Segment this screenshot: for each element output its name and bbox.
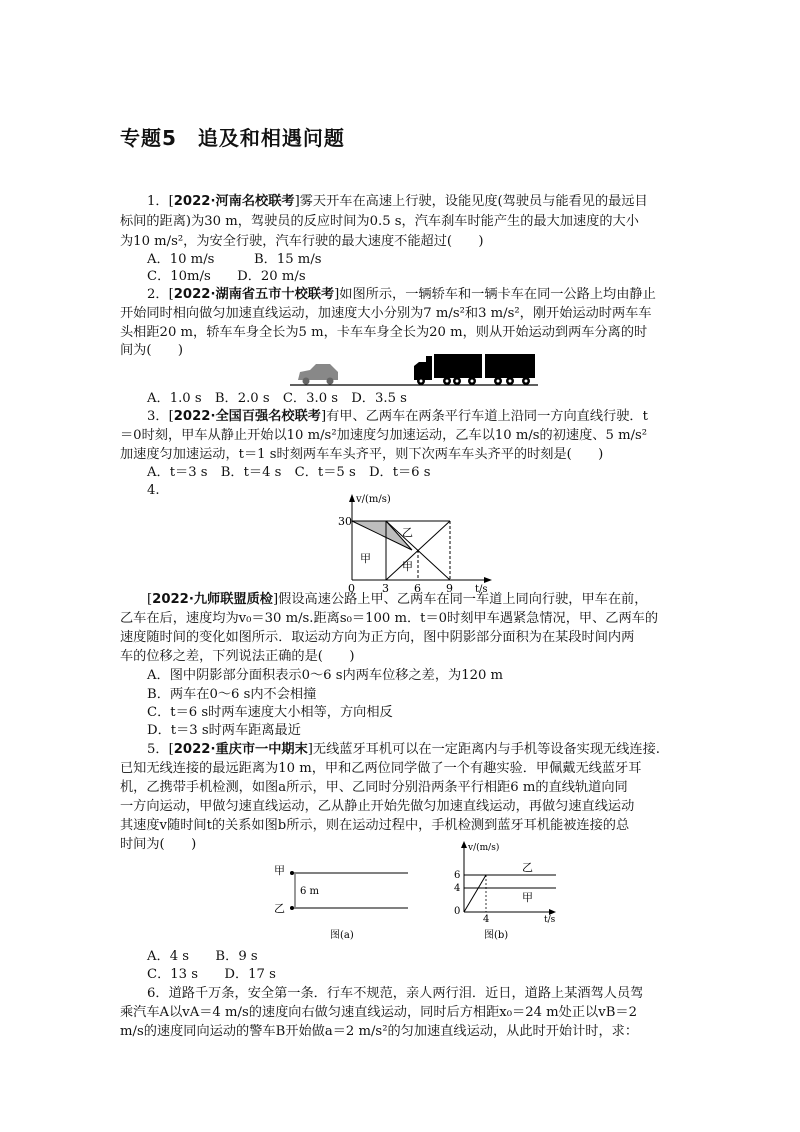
label-yi: 乙 (274, 902, 285, 915)
v-axis-arrow (349, 494, 355, 502)
q1-line-3: 为10 m/s²，为安全行驶，汽车行驶的最大速度不能超过( ) (120, 234, 484, 249)
q4-option-b: B．两车在0～6 s内不会相撞 (147, 687, 317, 702)
q3-line-1: 3．[2022·全国百强名校联考]有甲、乙两车在两条平行车道上沿同一方向直线行驶．t (147, 409, 648, 424)
q5-line-5: 其速度v随时间t的关系如图b所示，则在运动过程中，手机检测到蓝牙耳机能被连接的总 (120, 818, 630, 833)
q4-line-1: [2022·九师联盟质检]假设高速公路上甲、乙两车在同一车道上同向行驶，甲车在前， (147, 592, 648, 607)
tick-v30: 30 (338, 515, 352, 528)
q5-line-6: 时间为( ) (120, 837, 197, 852)
q1-line-1: 1．[2022·河南名校联考]雾天开车在高速上行驶，设能见度(驾驶员与能看见的最远目 (147, 194, 648, 209)
q2-line-4: 间为( ) (120, 343, 184, 358)
q4-option-a: A．图中阴影部分面积表示0～6 s内两车位移之差，为120 m (147, 668, 504, 683)
q5-line-2: 已知无线连接的最远距离为10 m，甲和乙两位同学做了一个有趣实验．甲佩戴无线蓝牙耳 (120, 761, 642, 776)
q1-options-cd: C．10m/s D．20 m/s (147, 269, 306, 284)
tick-t4: 4 (483, 914, 490, 925)
q4-line-4: 车的位移之差，下列说法正确的是( ) (120, 649, 355, 664)
q5-options-cd: C．13 s D．17 s (147, 967, 276, 982)
tick-v4: 4 (454, 883, 461, 894)
v-axis-label: v/(m/s) (356, 494, 391, 505)
dot-jia (290, 871, 294, 875)
q2-line-1: 2．[2022·湖南省五市十校联考]如图所示，一辆轿车和一辆卡车在同一公路上均由静止 (147, 287, 656, 302)
q2-line-2: 开始同时相向做匀加速直线运动，加速度大小分别为7 m/s²和3 m/s²，刚开始运动时两车车 (120, 306, 652, 321)
caption-b: 图(b) (484, 930, 509, 941)
q3-line-3: 加速度匀加速运动，t＝1 s时刻两车车头齐平，则下次两车车头齐平的时刻是( ) (120, 447, 604, 462)
truck-icon (414, 354, 535, 385)
v-axis-label: v/(m/s) (468, 843, 500, 853)
q1-source: 2022·河南名校联考 (173, 194, 295, 209)
v-axis-arrow (461, 841, 467, 848)
q5-source: 2022·重庆市一中期末 (173, 742, 308, 757)
tick-v0: 0 (454, 906, 461, 917)
label-jia: 甲 (522, 891, 533, 904)
q6-line-3: m/s的速度同向运动的警车B开始做a＝2 m/s²的匀加速直线运动，从此时开始计时，求： (120, 1024, 639, 1039)
q6-line-2: 乘汽车A以vA＝4 m/s的速度向右做匀速直线运动，同时后方相距x₀＝24 m处正以vB＝2 (120, 1005, 637, 1020)
tick-t9: 9 (446, 582, 453, 595)
q5-figure-a (268, 858, 418, 944)
label-yi: 乙 (522, 861, 533, 874)
q3-source: 2022·全国百强名校联考 (173, 409, 321, 424)
tick-t3: 3 (382, 582, 389, 595)
q4-vt-graph (330, 488, 500, 595)
q3-line-2: ＝0时刻，甲车从静止开始以10 m/s²加速度匀加速运动，乙车以10 m/s的初速度、5 m/s² (120, 428, 648, 443)
q5-line-4: 一方向运动，甲做匀速直线运动，乙从静止开始先做匀加速直线运动，再做匀速直线运动 (120, 799, 635, 814)
page-title: 专题5 追及和相遇问题 (120, 126, 345, 150)
label-jia-2: 甲 (402, 560, 413, 573)
q4-line-3: 速度随时间的变化如图所示．取运动方向为正方向，图中阴影部分面积为在某段时间内两 (120, 630, 635, 645)
tick-v6: 6 (454, 870, 461, 881)
q2-options: A．1.0 s B．2.0 s C．3.0 s D．3.5 s (147, 391, 407, 406)
q5-figure-b (448, 838, 568, 944)
q4-option-d: D．t＝3 s时两车距离最近 (147, 723, 301, 738)
q5-line-3: 机，乙携带手机检测，如图a所示，甲、乙同时分别沿两条平行相距6 m的直线轨道向同 (120, 780, 628, 795)
car-truck-figure (290, 350, 540, 390)
q2-source: 2022·湖南省五市十校联考 (173, 287, 335, 302)
q3-options: A．t＝3 s B．t＝4 s C．t＝5 s D．t＝6 s (147, 465, 431, 480)
q4-line-2: 乙车在后，速度均为v₀＝30 m/s.距离s₀＝100 m．t＝0时刻甲车遇紧急情况，甲、乙两车的 (120, 611, 659, 626)
t-axis-arrow (484, 577, 492, 583)
car-icon (298, 364, 338, 385)
tick-t0: 0 (348, 582, 355, 595)
t-axis-label: t/s (544, 915, 556, 925)
caption-a: 图(a) (330, 930, 354, 941)
line-yi-accel (464, 875, 486, 912)
label-jia: 甲 (360, 552, 371, 565)
label-jia: 甲 (274, 864, 285, 877)
label-yi: 乙 (402, 526, 413, 539)
q4-number: 4. (147, 483, 160, 498)
q6-line-1: 6．道路千万条，安全第一条．行车不规范，亲人两行泪．近日，道路上某酒驾人员驾 (147, 986, 644, 1001)
tick-t6: 6 (414, 582, 421, 595)
q1-options-ab: A．10 m/s B．15 m/s (147, 252, 322, 267)
q1-line-2: 标间的距离)为30 m，驾驶员的反应时间为0.5 s，汽车刹车时能产生的最大加速度的大小 (120, 214, 639, 229)
t-axis-label: t/s (475, 584, 488, 595)
q5-line-1: 5．[2022·重庆市一中期末]无线蓝牙耳机可以在一定距离内与手机等设备实现无线连接. (147, 742, 660, 757)
q4-source: 2022·九师联盟质检 (152, 592, 273, 607)
q2-line-3: 头相距20 m，轿车车身全长为5 m，卡车车身全长为20 m，则从开始运动到两车分离的时 (120, 325, 648, 340)
distance-label: 6 m (300, 886, 320, 897)
dot-yi (290, 906, 294, 910)
q5-options-ab: A．4 s B．9 s (147, 949, 258, 964)
q4-option-c: C．t＝6 s时两车速度大小相等，方向相反 (147, 705, 393, 720)
